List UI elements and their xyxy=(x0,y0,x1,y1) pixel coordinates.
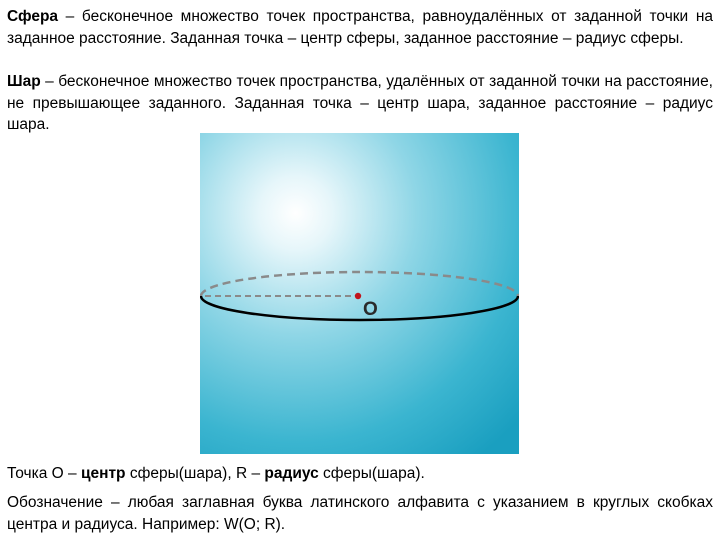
sphere-definition xyxy=(7,6,713,49)
ball-definition xyxy=(7,71,713,136)
center-point xyxy=(355,293,361,299)
center-word: центр xyxy=(80,465,126,482)
sphere-figure xyxy=(200,133,519,454)
center-label: О xyxy=(363,299,378,320)
sphere-definition-text: – бесконечное множество точек пространства, равноудалённых от заданной точки на заданное расстояние. Заданная точка – центр сферы, заданное расстояние – радиус сферы. xyxy=(7,8,713,47)
ball-term: Шар xyxy=(7,73,41,90)
center-note-middle: сферы(шара), R – xyxy=(125,465,265,482)
ball-definition-text: – бесконечное множество точек пространства, удалённых от заданной точки на расстояние, не превышающее заданного. Заданная точка – центр шара, заданное расстояние – радиус шара. xyxy=(7,73,713,133)
center-note-prefix: Точка О – xyxy=(7,465,81,482)
notation-paragraph: Обозначение – любая заглавная буква латинского алфавита с указанием в круглых скобках центра и радиуса. Например: W(O; R). xyxy=(7,494,713,533)
center-radius-note xyxy=(7,463,713,485)
radius-word: радиус xyxy=(264,465,319,482)
sphere-illustration xyxy=(200,133,519,454)
center-note-suffix: сферы(шара). xyxy=(318,465,425,482)
sphere-term: Сфера xyxy=(7,8,59,25)
